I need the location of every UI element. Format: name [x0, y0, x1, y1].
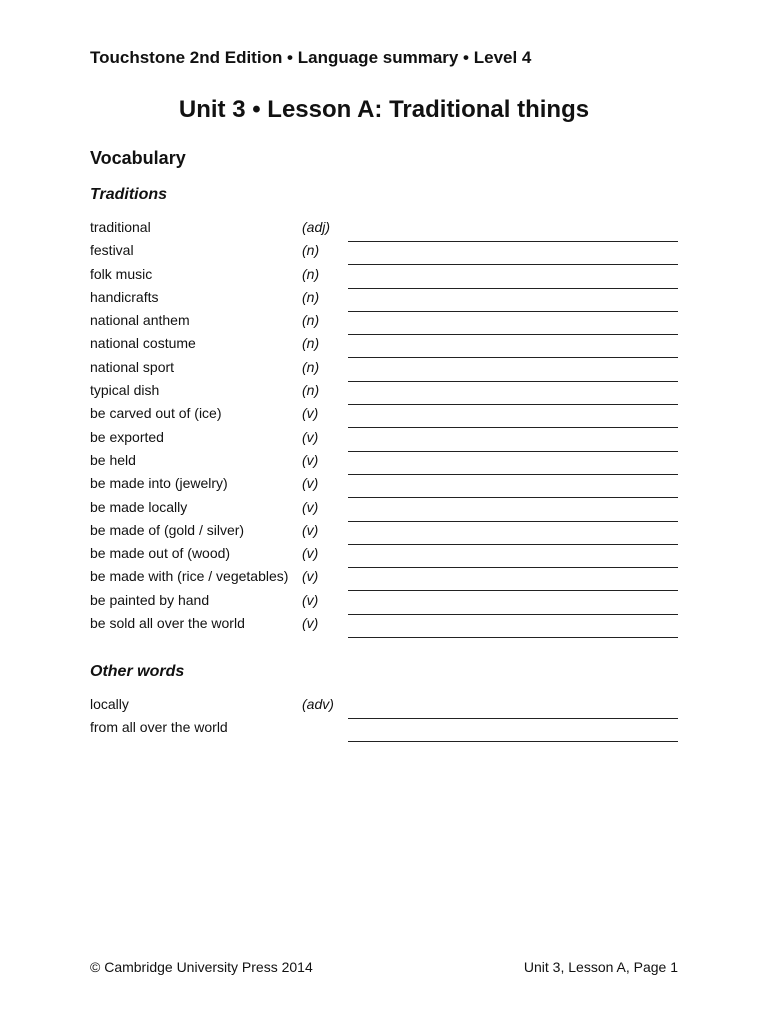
vocab-row [90, 498, 680, 521]
part-of-speech: (v) [302, 498, 319, 515]
vocab-row [90, 334, 680, 357]
vocab-term: be made into (jewelry) [90, 475, 228, 492]
translation-blank-line [348, 741, 678, 742]
traditions-list [90, 218, 680, 637]
part-of-speech: (v) [302, 591, 319, 608]
part-of-speech: (v) [302, 521, 319, 538]
vocab-term: national anthem [90, 312, 190, 329]
vocab-row [90, 451, 680, 474]
vocab-row [90, 591, 680, 614]
vocab-row [90, 381, 680, 404]
vocab-term: be held [90, 451, 136, 468]
other-words-list [90, 695, 680, 742]
part-of-speech: (n) [302, 242, 320, 259]
part-of-speech: (n) [302, 358, 320, 375]
vocab-term: be carved out of (ice) [90, 405, 222, 422]
vocab-term: typical dish [90, 382, 160, 399]
vocab-term: be sold all over the world [90, 615, 245, 632]
vocab-row [90, 241, 680, 264]
vocab-term: be painted by hand [90, 591, 210, 608]
part-of-speech: (v) [302, 451, 319, 468]
vocab-row [90, 428, 680, 451]
copyright-footer: © Cambridge University Press 2014 [90, 959, 313, 975]
vocab-term: be made of (gold / silver) [90, 521, 245, 538]
vocab-row [90, 265, 680, 288]
vocab-term: handicrafts [90, 288, 159, 305]
vocab-row [90, 218, 680, 241]
vocab-term: folk music [90, 265, 153, 282]
part-of-speech: (n) [302, 265, 320, 282]
vocab-term: national sport [90, 358, 175, 375]
vocab-row [90, 567, 680, 590]
vocab-row [90, 544, 680, 567]
vocab-row [90, 521, 680, 544]
series-header: Touchstone 2nd Edition • Language summary • Level 4 [90, 48, 532, 67]
part-of-speech: (n) [302, 312, 320, 329]
part-of-speech: (v) [302, 568, 319, 585]
vocab-term: be made out of (wood) [90, 545, 231, 562]
vocab-term: national costume [90, 335, 196, 352]
vocab-row [90, 288, 680, 311]
vocab-row [90, 695, 680, 718]
vocab-term: be made locally [90, 498, 188, 515]
vocab-row [90, 718, 680, 741]
vocab-term: be exported [90, 428, 164, 445]
part-of-speech: (adv) [302, 696, 334, 712]
part-of-speech: (v) [302, 405, 319, 422]
vocabulary-heading: Vocabulary [90, 148, 186, 168]
vocab-term: traditional [90, 219, 151, 235]
vocab-row [90, 311, 680, 334]
vocab-term: festival [90, 242, 134, 259]
part-of-speech: (adj) [302, 219, 331, 235]
page-reference-footer: Unit 3, Lesson A, Page 1 [523, 959, 678, 975]
vocab-term: locally [90, 696, 129, 712]
vocab-row [90, 358, 680, 381]
part-of-speech: (v) [302, 545, 319, 562]
other-words-heading: Other words [90, 663, 185, 680]
part-of-speech: (n) [302, 335, 320, 352]
part-of-speech: (n) [302, 382, 320, 399]
part-of-speech: (n) [302, 288, 320, 305]
page-title: Unit 3 • Lesson A: Traditional things [178, 96, 590, 123]
part-of-speech: (v) [302, 615, 319, 632]
vocab-term: from all over the world [90, 719, 228, 736]
traditions-heading: Traditions [90, 186, 168, 203]
vocab-row [90, 614, 680, 637]
vocab-term: be made with (rice / vegetables) [90, 568, 289, 585]
translation-blank-line [348, 637, 678, 638]
vocab-row [90, 404, 680, 427]
part-of-speech: (v) [302, 475, 319, 492]
vocab-row [90, 474, 680, 497]
part-of-speech: (v) [302, 428, 319, 445]
